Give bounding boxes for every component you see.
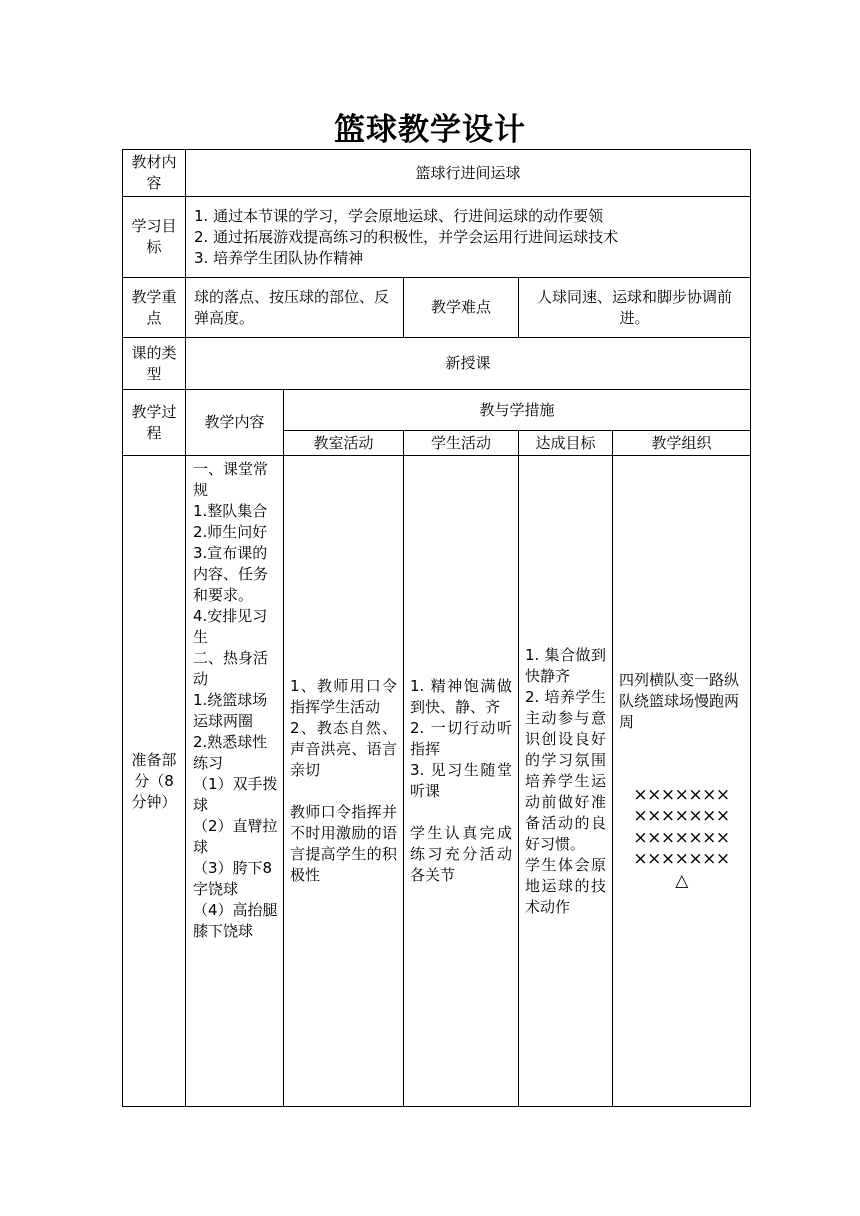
student-item: 3. 见习生随堂听课 [410,761,512,800]
header-teacher-activity: 教室活动 [284,431,404,456]
objectives-label: 学习目标 [123,197,186,278]
measures-label: 教与学措施 [284,390,751,431]
content-line: （3）胯下8字饶球 [193,859,273,898]
teacher-item: 1、教师用口令指挥学生活动 [290,677,397,716]
key-label: 教学重点 [123,278,186,338]
row-type [123,338,751,390]
row-process-header [123,390,751,431]
content-line: 一、课堂常规 [193,460,269,499]
teacher-marker: △ [675,870,688,891]
teaching-content-cell [186,456,284,1107]
content-label: 教材内容 [123,150,186,197]
content-line: 1.整队集合 [193,502,268,520]
content-line: 2.师生问好 [193,523,268,541]
difficulty-label: 教学难点 [404,278,519,338]
row-preparation [123,456,751,1107]
formation-row: ××××××× [633,849,730,870]
type-label: 课的类型 [123,338,186,390]
formation-row: ××××××× [633,784,730,805]
difficulty-value: 人球同速、运球和脚步协调前进。 [519,278,751,338]
row-objectives [123,197,751,278]
header-student-activity: 学生活动 [404,431,519,456]
content-line: 4.安排见习生 [193,607,268,646]
goal-item: 1. 集合做到快静齐 [525,645,606,685]
objective-item: 3. 培养学生团队协作精神 [194,248,364,267]
content-value: 篮球行进间运球 [186,150,751,197]
content-line: （2）直臂拉球 [193,817,278,856]
objectives-cell [186,197,751,278]
goals-cell [519,456,613,1107]
process-label: 教学过程 [123,390,186,456]
formation-diagram [619,785,744,893]
key-value: 球的落点、按压球的部位、反弹高度。 [186,278,404,338]
teacher-item: 教师口令指挥并不时用激励的语言提高学生的积极性 [290,803,397,884]
formation-row: ××××××× [633,827,730,848]
student-item: 2. 一切行动听指挥 [410,719,512,758]
type-value: 新授课 [186,338,751,390]
teacher-activity-cell [284,456,404,1107]
section-label: 准备部分（8分钟） [123,456,186,1107]
content-line: 2.熟悉球性练习 [193,733,268,772]
student-item: 1. 精神饱满做到快、静、齐 [410,677,512,716]
goal-item: 学生体会原地运球的技术动作 [525,855,606,916]
content-line: 1.绕篮球场运球两圈 [193,691,268,730]
organization-cell [613,456,751,1107]
organization-text: 四列横队变一路纵队绕篮球场慢跑两周 [619,670,740,731]
content-line: （1）双手拨球 [193,775,278,814]
student-item: 学生认真完成练习充分活动各关节 [410,824,512,884]
teaching-content-label: 教学内容 [186,390,284,456]
objective-item: 1. 通过本节课的学习，学会原地运球、行进间运球的动作要领 [194,206,604,225]
formation-row: ××××××× [633,806,730,827]
content-line: 3.宣布课的内容、任务和要求。 [193,544,269,604]
content-line: （4）高抬腿膝下饶球 [193,901,278,940]
objective-item: 2. 通过拓展游戏提高练习的积极性，并学会运用行进间运球技术 [194,227,619,246]
goal-item: 2. 培养学生主动参与意识创设良好的学习氛围培养学生运动前做好准备活动的良好习惯。 [525,687,606,853]
teacher-item: 2、教态自然、声音洪亮、语言亲切 [290,719,397,779]
content-line: 二、热身活动 [193,649,269,688]
header-organization: 教学组织 [613,431,751,456]
header-goals: 达成目标 [519,431,613,456]
row-content [123,150,751,197]
row-key-points [123,278,751,338]
student-activity-cell [404,456,519,1107]
page-title: 篮球教学设计 [334,112,526,148]
lesson-plan-table [122,149,751,1107]
